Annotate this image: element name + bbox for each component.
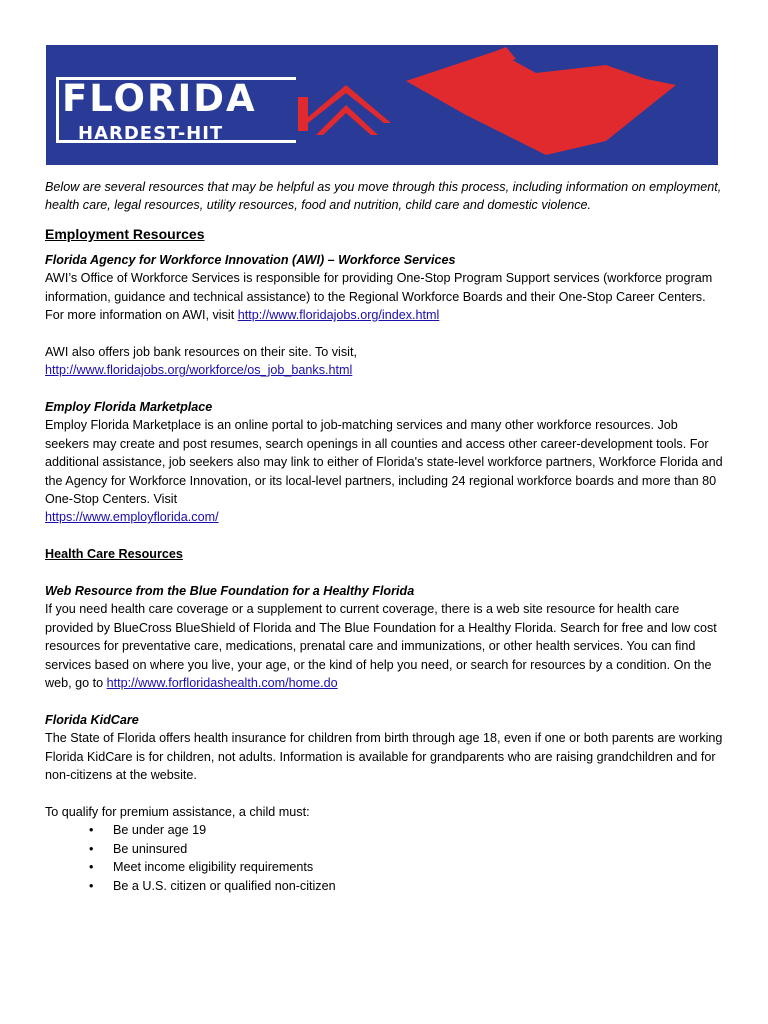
blue-foundation-text: If you need health care coverage or a supplement to current coverage, there is a web site resource for health care provided by BlueCross BlueShield of Florida and The Blue Foundation for a Healthy Florida. Search for free and low cost resources for preventative care, medications, prenatal care and immunizations, or other health services. You can find services based on where you live, your age, or the kind of help you need, or search for resources by a condition. On the web, go to: [45, 602, 717, 691]
awi-text: AWI’s Office of Workforce Services is responsible for providing One-Stop Program Support services (workforce program information, guidance and technical assistance) to the Regional Workforce Boards and their One-Stop Career Centers. For more information on AWI, visit: [45, 271, 713, 323]
kidcare-title: Florida KidCare: [45, 712, 139, 727]
jobbank-link[interactable]: http://www.floridajobs.org/workforce/os_job_banks.html: [45, 363, 353, 378]
blue-foundation-title: Web Resource from the Blue Foundation for a Healthy Florida: [45, 584, 415, 599]
health-heading: Health Care Resources: [45, 547, 183, 562]
jobbank-text: AWI also offers job bank resources on their site. To visit,: [45, 344, 357, 359]
efm-text: Employ Florida Marketplace is an online portal to job-matching services and many other workforce resources. Job seekers may create and post resumes, search openings in all counties and access other career-development tools. For additional assistance, job seekers also may link to either of Florida's state-level workforce partners, Workforce Florida and the Agency for Workforce Innovation, or its local-level partners, including 24 regional workforce boards and more than 80 One-Stop Centers. Visit: [45, 418, 723, 507]
employment-heading: Employment Resources: [45, 225, 205, 242]
list-item: • Be uninsured: [45, 840, 725, 858]
list-item: • Be a U.S. citizen or qualified non-citizen: [45, 877, 725, 895]
bullet: •: [89, 860, 94, 875]
logo-hardest-hit: HARDEST-HIT: [78, 123, 224, 144]
bullet: •: [89, 841, 94, 856]
intro-text: Below are several resources that may be helpful as you move through this process, including information on employment, health care, legal resources, utility resources, food and nutrition, child care and domestic violence.: [45, 180, 722, 213]
awi-paragraph: [45, 269, 725, 324]
efm-title: Employ Florida Marketplace: [45, 400, 213, 415]
blue-foundation-link[interactable]: http://www.forfloridashealth.com/home.do: [106, 676, 338, 691]
kidcare-text: The State of Florida offers health insurance for children from birth through age 18, even if one or both parents are working Florida KidCare is for children, not adults. Information is available for grandparents who are raising grandchildren and for non-citizens at the website.: [45, 731, 723, 783]
awi-link[interactable]: http://www.floridajobs.org/index.html: [237, 308, 440, 323]
qualify-list: [45, 821, 725, 895]
efm-link[interactable]: https://www.employflorida.com/: [45, 510, 219, 525]
qualify-intro: To qualify for premium assistance, a child must:: [45, 804, 310, 819]
list-item: • Meet income eligibility requirements: [45, 858, 725, 876]
list-item: • Be under age 19: [45, 821, 725, 839]
blue-foundation-paragraph: [45, 600, 725, 692]
bullet: •: [89, 878, 94, 893]
header-banner: [46, 45, 718, 165]
logo-florida: FLORIDA: [62, 77, 257, 120]
document-body: [45, 178, 725, 895]
bullet: •: [89, 823, 94, 838]
awi-title: Florida Agency for Workforce Innovation (AWI) – Workforce Services: [45, 252, 456, 267]
